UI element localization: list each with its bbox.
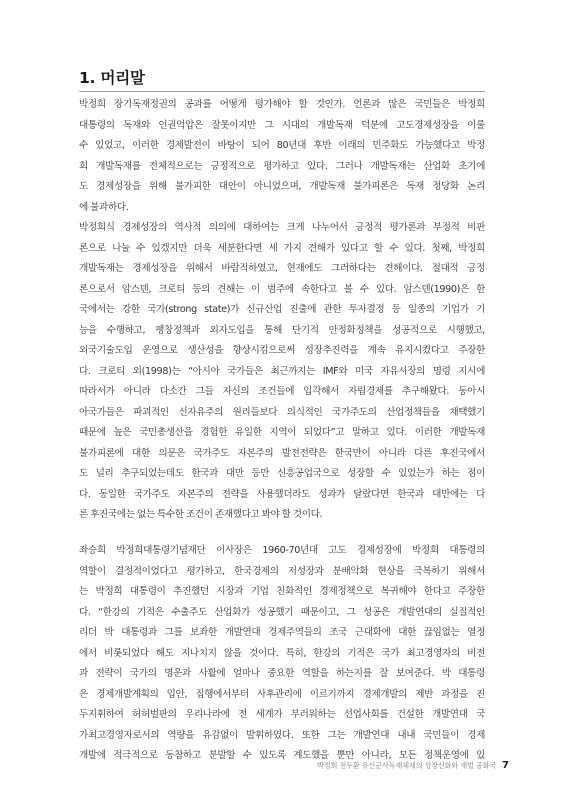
text-line: 리더 박 대통령과 그를 보좌한 개발연대 경제주역들의 조국 근대화에 대한 끊임없는 열정 xyxy=(79,627,485,638)
text-line: 른 후진국에는 없는 특수한 조건이 존재했다고 봐야 할 것이다. xyxy=(79,509,323,520)
text-line: 는 박정희 대통령이 추진했던 시장과 기업 친화적인 경제정책으로 복귀해야 한다고 주장한 xyxy=(79,586,485,597)
page-footer xyxy=(317,760,509,771)
running-title: 박정희 전두환 유신군사독재체제의 성장신화와 재벌 공화국 xyxy=(317,761,497,770)
text-line: 따라서가 아니라 다소간 그들 자신의 조건들에 입각해서 자립경제를 추구해왔다. 동아시 xyxy=(79,386,485,397)
paragraph-2 xyxy=(79,218,485,526)
text-line: 에 불과하다. xyxy=(79,201,129,213)
paragraph-3 xyxy=(79,541,485,767)
text-line: 다. 동일한 국가주도 자본주의 전략을 사용했더라도 성과가 달랐다면 한국과 대만에는 다 xyxy=(79,488,485,500)
text-line: 박정희 장기독재정권의 공과를 어떻게 평가해야 할 것인가. 언론과 많은 국민들은 박정희 xyxy=(79,99,485,110)
text-line: 대통령의 독재와 인권억압은 잘못이지만 그 시대의 개발독재 덕분에 고도경제성장을 이룰 xyxy=(79,119,485,131)
text-line: 외국기술도입 운영으로 생산성을 향상시킴으로써 성장추진력을 계속 유지시켰다고 주장한 xyxy=(79,345,485,356)
text-line: 가최고경영자로서의 역량을 유감없이 발휘하였다. 또한 그는 개발연대 내내 국민들이 경제 xyxy=(79,729,485,741)
text-line: 에서 비롯되었다 해도 지나치지 않을 것이다. 특히, 한강의 기적은 국가 최고경영자의 비전 xyxy=(79,647,485,659)
text-line: 도 경제성장을 위해 불가피한 대안이 아니었으며, 개발독재 불가피론은 독재 정당화 논리 xyxy=(79,181,485,192)
text-line: 과 전략이 국가의 명운과 사활에 얼마나 중요한 역할을 하는지를 잘 보여준다. 박 대통령 xyxy=(79,668,485,679)
text-line: 국에서는 강한 국가(strong state)가 신규산업 진출에 관한 투자결정 등 일종의 기업가 기 xyxy=(79,304,485,315)
section-heading: 1. 머리말 xyxy=(79,69,145,87)
text-line: 수 있었고, 이러한 경제발전이 바탕이 되어 80년대 후반 이래의 민주화도 가능했다고 박정 xyxy=(79,140,485,151)
text-line: 은 경제개발계획의 입안, 집행에서부터 사후관리에 이르기까지 경제개발의 제반 과정을 진 xyxy=(79,688,485,700)
text-line: 다. “한강의 기적은 수출주도 산업화가 성공했기 때문이고, 그 성공은 개발연대의 실질적인 xyxy=(79,606,485,618)
text-line: 도 널리 추구되었는데도 한국과 대만 등만 신흥공업국으로 성장할 수 있었는가 하는 점이 xyxy=(79,468,485,479)
text-line: 때문에 높은 국민총생산을 경험한 유일한 지역이 되었다”고 말하고 있다. 이러한 개발독재 xyxy=(79,427,485,438)
text-line: 불가피론에 대한 의문은 국가주도 자본주의 발전전략은 한국만이 아니라 다른 후진국에서 xyxy=(79,447,485,459)
text-line: 아국가들은 파괴적인 신자유주의 원리들보다 의식적인 국가주도의 산업정책들을 채택했기 xyxy=(79,406,485,418)
text-line: 희 개발독재를 전체적으로는 긍정적으로 평가하고 있다. 그러나 개발독재는 산업화 초기에 xyxy=(79,160,485,172)
text-line: 박정희식 경제성장의 역사적 의의에 대하여는 크게 나누어서 긍정적 평가론과 부정적 비판 xyxy=(79,222,485,233)
text-line: 론으로 나눌 수 있겠지만 더욱 세분한다면 세 가지 견해가 있다고 할 수 있다. 첫째, 박정희 xyxy=(79,242,485,254)
text-line: 개발독재는 경제성장을 위해서 바람직하였고, 현재에도 그러하다는 견해이다. 절대적 긍정 xyxy=(79,263,485,274)
text-line: 개발에 적극적으로 동참하고 분발할 수 있도록 계도했을 뿐만 아니라, 모든 정책운영에 있 xyxy=(79,750,485,761)
heading-divider xyxy=(79,91,485,92)
text-line: 두지휘하여 허허벌판의 우리나라에 전 세계가 부러워하는 선업사회를 건설한 개발연대 국 xyxy=(79,709,485,720)
page-number: 7 xyxy=(502,760,509,771)
paragraph-1 xyxy=(79,95,485,218)
text-line: 역할이 결정적이었다고 평가하고, 한국경제의 저성장과 분배악화 현상을 극복하기 위해서 xyxy=(79,565,485,577)
text-line: 론으로서 암스덴, 크로티 등의 견해는 이 범주에 속한다고 볼 수 있다. 암스덴(1990)은 한 xyxy=(79,283,485,295)
text-line: 능을 수행하고, 팽창정책과 외자도입을 통해 단기적 안정화정책을 성공적으로 시행했고, xyxy=(79,324,485,336)
text-line: 좌승희 박정희대통령기념재단 이사장은 1960-70년대 고도 경제성장에 박정희 대통령의 xyxy=(79,545,485,556)
text-line: 다. 크로티 외(1998)는 “아시아 국가들은 최근까지는 IMF와 미국 자유시장의 명령 지시에 xyxy=(79,365,485,377)
